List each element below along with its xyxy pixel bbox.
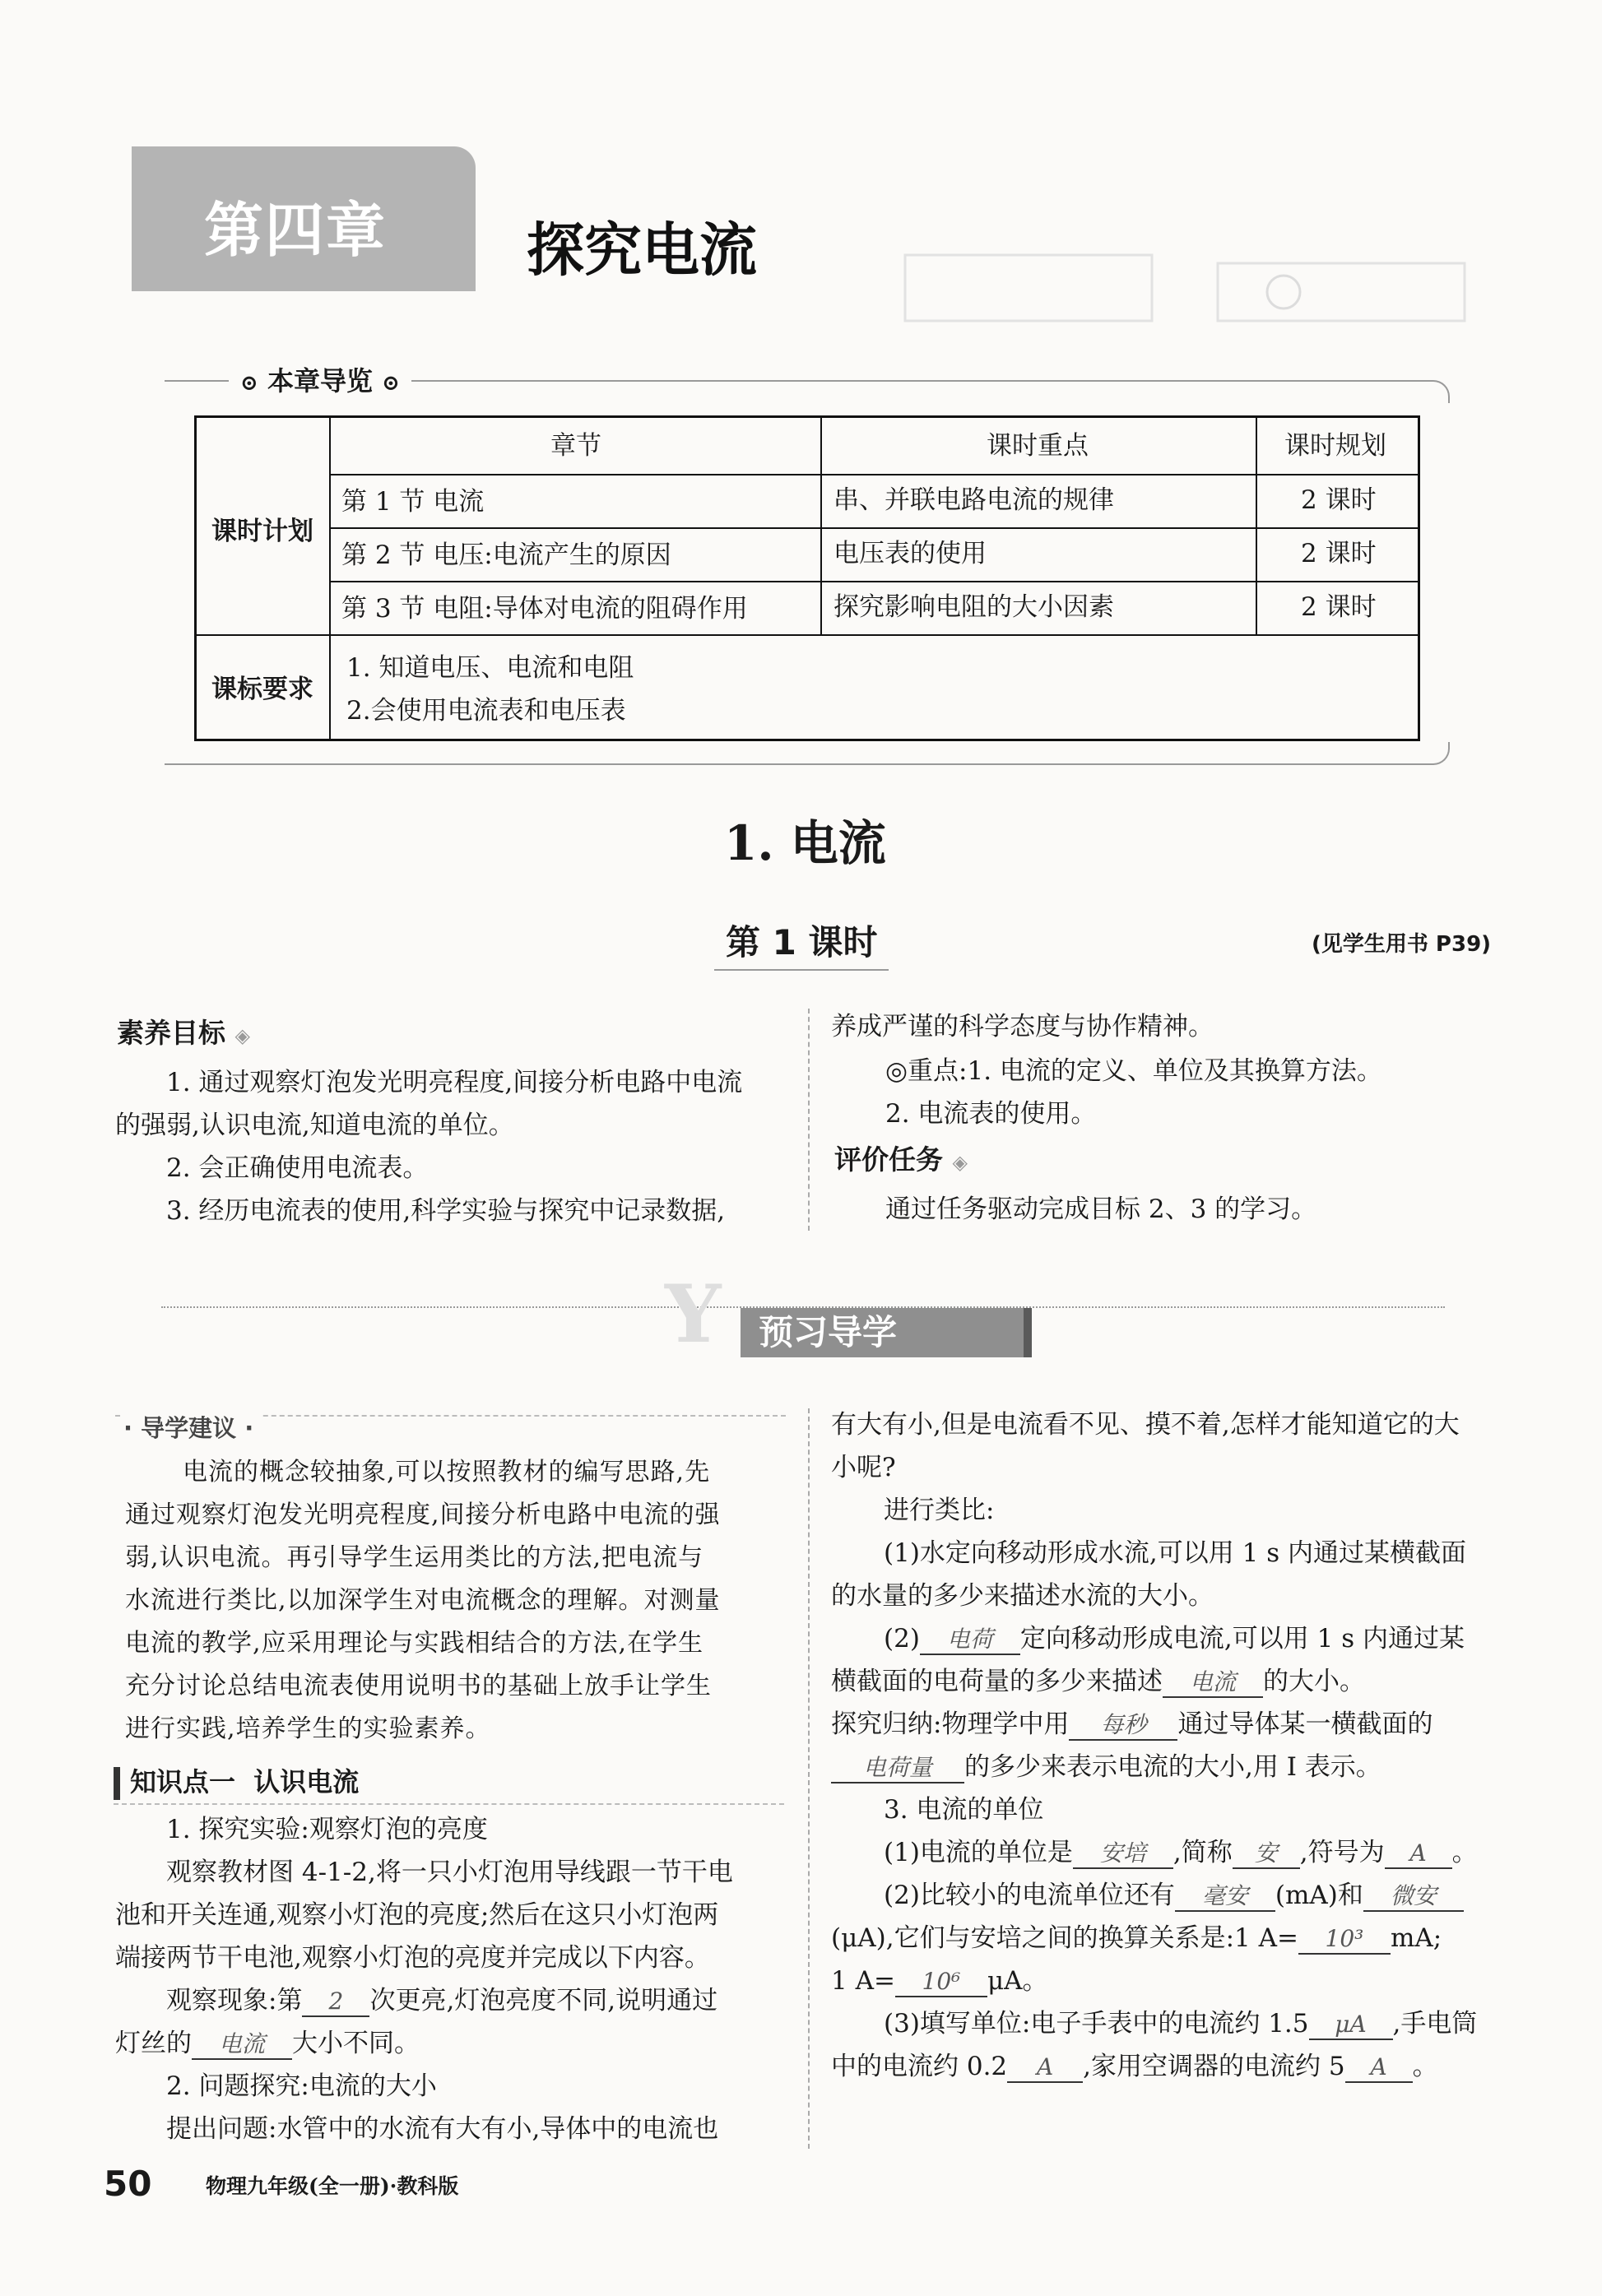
lesson-period [714, 916, 889, 971]
chapter-badge-text: 第四章 [204, 196, 388, 265]
goal-line: 的强弱,认识电流,知道电流的单位。 [115, 1111, 514, 1140]
eval-heading-text: 评价任务 [834, 1143, 943, 1176]
body-line: (1)水定向移动形成水流,可以用 1 s 内通过某横截面 [884, 1538, 1466, 1568]
text-run: (1)电流的单位是 [884, 1838, 1073, 1867]
body-line: 有大有小,但是电流看不见、摸不着,怎样才能知道它的大 [831, 1410, 1460, 1440]
table-cell: 2 课时 [1301, 539, 1377, 568]
text-run: (mA)和 [1275, 1881, 1363, 1910]
table-cell: 串、并联电路电流的规律 [834, 485, 1114, 515]
body-line [831, 1964, 1048, 1997]
column-divider [808, 1408, 810, 2149]
goals-heading [117, 1017, 250, 1052]
table-divider [329, 418, 331, 741]
body-line: 观察教材图 4-1-2,将一只小灯泡用导线跟一节干电 [166, 1858, 733, 1887]
text-run: (2) [884, 1624, 920, 1654]
faint-circuit-graphic [889, 230, 1481, 329]
body-line [884, 2007, 1477, 2040]
eval-text: 通过任务驱动完成目标 2、3 的学习。 [885, 1194, 1317, 1224]
text-run: μA。 [987, 1966, 1048, 1996]
req-label: 课标要求 [211, 675, 313, 704]
goal-line: 2. 会正确使用电流表。 [166, 1153, 429, 1183]
answer-blank: 微安 [1363, 1882, 1464, 1912]
body-line: 端接两节干电池,观察小灯泡的亮度并完成以下内容。 [115, 1943, 710, 1973]
chapter-badge [132, 146, 476, 291]
body-line: 的水量的多少来描述水流的大小。 [831, 1581, 1214, 1611]
text-run: 通过导体某一横截面的 [1177, 1709, 1433, 1739]
table-divider [820, 418, 822, 635]
kp-heading: 知识点一 认识电流 [130, 1766, 360, 1797]
text-run: ,符号为 [1299, 1838, 1385, 1867]
text-run: 的多少来表示电流的大小,用 I 表示。 [964, 1752, 1381, 1782]
answer-blank: 电流 [1163, 1668, 1263, 1698]
body-line: 进行类比: [884, 1496, 995, 1525]
eval-heading [834, 1143, 968, 1179]
table-header: 课时规划 [1284, 431, 1386, 461]
table-cell: 第 3 节 电阻:导体对电流的阻碍作用 [341, 594, 748, 624]
preview-banner [741, 1308, 1032, 1357]
lesson-title: 1. 电流 [724, 815, 886, 871]
table-header: 章节 [550, 431, 601, 461]
table-cell: 探究影响电阻的大小因素 [834, 592, 1114, 622]
text-run: 横截面的电荷量的多少来描述 [831, 1667, 1163, 1696]
tips-line: 电流的概念较抽象,可以按照教材的编写思路,先 [183, 1458, 711, 1487]
body-line [115, 2027, 420, 2060]
text-run: 。 [1412, 2052, 1438, 2081]
column-divider [808, 1009, 810, 1231]
answer-blank: A [1385, 1839, 1452, 1869]
body-line [884, 1879, 1464, 1912]
body-line [831, 1665, 1365, 1698]
table-cell: 2 课时 [1301, 485, 1377, 515]
text-run: 。 [1451, 1838, 1478, 1867]
body-line [884, 1622, 1465, 1655]
answer-blank: 毫安 [1175, 1882, 1275, 1912]
tips-line: 进行实践,培养学生的实验素养。 [125, 1714, 491, 1743]
text-run: 探究归纳:物理学中用 [831, 1709, 1070, 1739]
table-divider [1256, 418, 1257, 635]
table-cell: 第 2 节 电压:电流产生的原因 [341, 540, 671, 570]
table-divider [329, 581, 1420, 582]
text-run: 次更亮,灯泡亮度不同,说明通过 [369, 1986, 718, 2015]
text-run: mA; [1390, 1923, 1442, 1953]
answer-blank: 电荷 [920, 1626, 1020, 1655]
key-points: ◎重点:1. 电流的定义、单位及其换算方法。 [885, 1056, 1382, 1086]
goal-line: 1. 通过观察灯泡发光明亮程度,间接分析电路中电流 [166, 1068, 743, 1097]
student-book-ref: (见学生用书 P39) [1312, 932, 1492, 957]
goal-line: 3. 经历电流表的使用,科学实验与探究中记录数据, [166, 1196, 726, 1226]
body-line: 池和开关连通,观察小灯泡的亮度;然后在这只小灯泡两 [115, 1900, 719, 1930]
answer-blank: A [1345, 2053, 1413, 2083]
body-line [166, 1984, 717, 2017]
body-line: 提出问题:水管中的水流有大有小,导体中的电流也 [166, 2114, 719, 2144]
answer-blank: 电流 [192, 2030, 292, 2060]
overview-frame-bottom [165, 742, 1450, 765]
overview-label [229, 362, 411, 402]
tips-heading: · 导学建议 · [123, 1412, 262, 1445]
text-run: ,家用空调器的电流约 5 [1083, 2052, 1345, 2081]
overview-label-text: 本章导览 [267, 365, 373, 397]
table-divider [197, 634, 1420, 636]
answer-blank: 电荷量 [831, 1754, 964, 1783]
body-line: 小呢? [831, 1453, 896, 1482]
kp-rule [114, 1803, 784, 1805]
answer-blank: 安 [1233, 1839, 1300, 1869]
answer-blank: 每秒 [1069, 1711, 1177, 1741]
lesson-period-text: 第 1 课时 [726, 922, 878, 962]
answer-blank: 10⁶ [895, 1968, 987, 1997]
answer-blank: 10³ [1298, 1925, 1391, 1955]
answer-blank: A [1007, 2053, 1083, 2083]
text-run: 1 A= [831, 1966, 895, 1996]
diamond-arrow-icon: ◈ [952, 1151, 968, 1174]
table-divider [329, 474, 1420, 475]
diamond-arrow-icon: ◈ [234, 1024, 250, 1047]
chapter-title: 探究电流 [527, 216, 757, 284]
circle-dot-icon: ⊙ [240, 371, 258, 396]
page-number: 50 [104, 2164, 152, 2204]
body-line [884, 1836, 1478, 1869]
plan-label: 课时计划 [211, 517, 313, 546]
text-run: 灯丝的 [115, 2029, 192, 2058]
table-cell: 电压表的使用 [834, 539, 987, 568]
answer-blank: μA [1309, 2011, 1393, 2040]
kp-marker [114, 1767, 120, 1800]
text-run: (3)填写单位:电子手表中的电流约 1.5 [884, 2009, 1309, 2039]
table-cell: 2 课时 [1301, 592, 1377, 622]
text-run: 的大小。 [1263, 1667, 1365, 1696]
banner-y-logo: Y [665, 1268, 722, 1361]
text-run: 大小不同。 [292, 2029, 420, 2058]
key-points: 2. 电流表的使用。 [885, 1099, 1097, 1129]
table-divider [329, 527, 1420, 529]
goals-heading-text: 素养目标 [117, 1017, 225, 1049]
body-line: 1. 探究实验:观察灯泡的亮度 [166, 1815, 488, 1844]
tips-line: 充分讨论总结电流表使用说明书的基础上放手让学生 [125, 1672, 712, 1700]
req-item: 1. 知道电压、电流和电阻 [346, 653, 634, 683]
tips-line: 水流进行类比,以加深学生对电流概念的理解。对测量 [125, 1586, 721, 1615]
table-cell: 第 1 节 电流 [341, 487, 485, 517]
answer-blank: 2 [302, 1988, 369, 2017]
answer-blank: 安培 [1073, 1839, 1173, 1869]
body-line: 3. 电流的单位 [884, 1795, 1044, 1825]
body-line [831, 2050, 1438, 2083]
body-line [831, 1708, 1433, 1741]
tips-line: 弱,认识电流。再引导学生运用类比的方法,把电流与 [125, 1543, 704, 1572]
text-run: (μA),它们与安培之间的换算关系是:1 A= [831, 1923, 1298, 1953]
body-line [831, 1922, 1442, 1955]
body-line: 2. 问题探究:电流的大小 [166, 2071, 437, 2101]
text-run: ,简称 [1172, 1838, 1233, 1867]
body-line [831, 1751, 1381, 1783]
goal-line: 养成严谨的科学态度与协作精神。 [831, 1012, 1214, 1041]
preview-banner-text: 预习导学 [759, 1312, 898, 1352]
text-run: (2)比较小的电流单位还有 [884, 1881, 1175, 1910]
tips-line: 通过观察灯泡发光明亮程度,间接分析电路中电流的强 [125, 1501, 721, 1529]
overview-table [194, 415, 1420, 741]
text-run: ,手电筒 [1392, 2009, 1478, 2039]
text-run: 观察现象:第 [166, 1986, 303, 2015]
footer-book-title: 物理九年级(全一册)·教科版 [206, 2174, 459, 2198]
table-header: 课时重点 [987, 431, 1089, 461]
circle-dot-icon: ⊙ [382, 371, 400, 396]
text-run: 定向移动形成电流,可以用 1 s 内通过某 [1019, 1624, 1465, 1654]
req-item: 2.会使用电流表和电压表 [346, 696, 626, 726]
tips-line: 电流的教学,应采用理论与实践相结合的方法,在学生 [125, 1629, 704, 1658]
text-run: 中的电流约 0.2 [831, 2052, 1008, 2081]
